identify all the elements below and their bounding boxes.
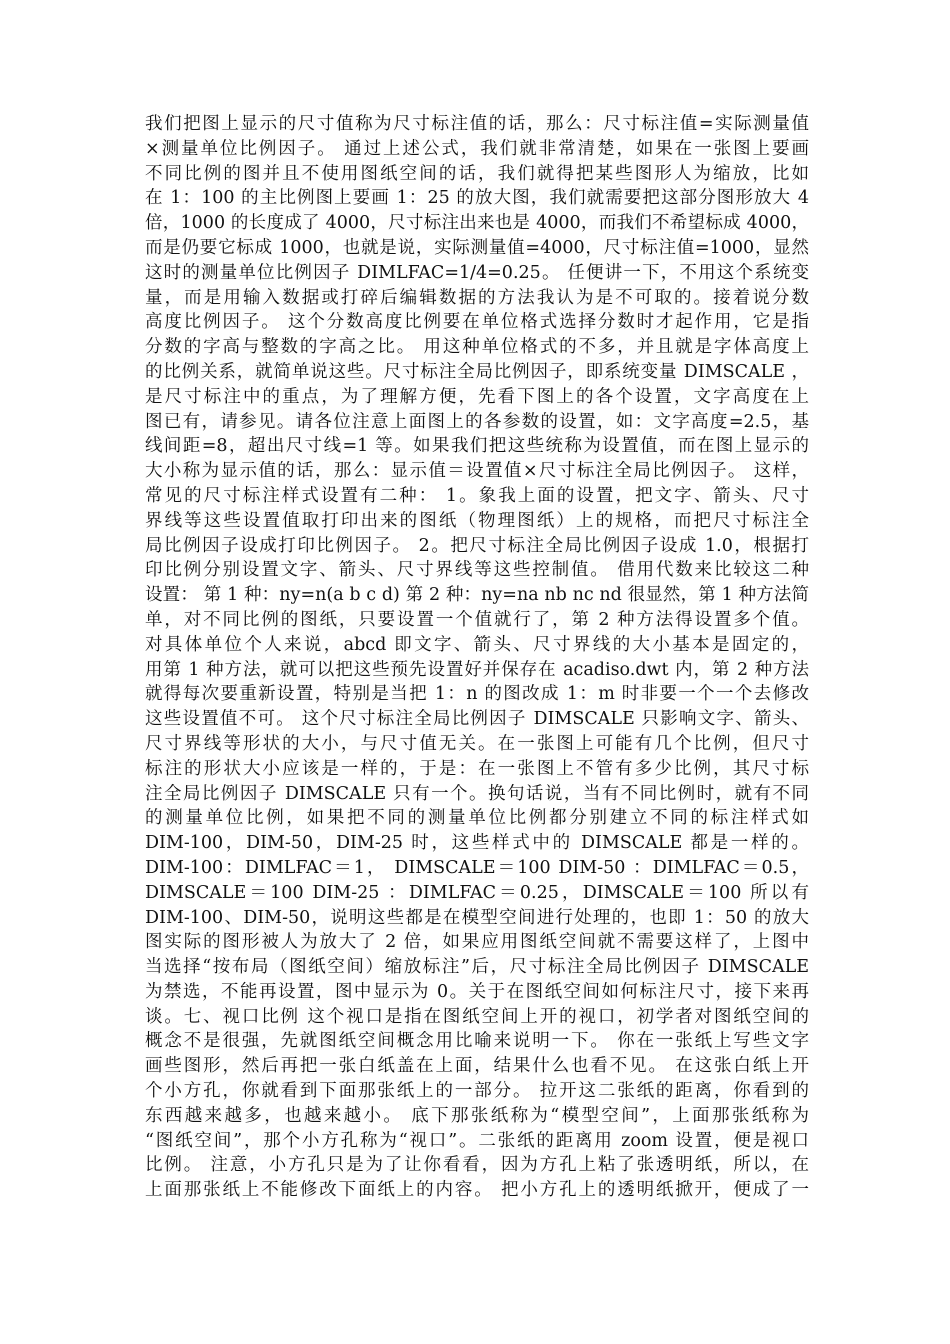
text-line: 概念不是很强，先就图纸空间概念用比喻来说明一下。 你在一张纸上写些文字 xyxy=(145,1031,809,1052)
text-line: 这时的测量单位比例因子 DIMLFAC=1/4=0.25。 任便讲一下，不用这个系统变 xyxy=(145,262,809,283)
text-line: 在 1：100 的主比例图上要画 1：25 的放大图，我们就需要把这部分图形放大 4 xyxy=(145,188,809,209)
text-line: 是尺寸标注中的重点，为了理解方便，先看下图上的各个设置，文字高度在上 xyxy=(145,386,809,407)
text-line: 而是仍要它标成 1000，也就是说，实际测量值=4000，尺寸标注值=1000，显然 xyxy=(145,237,809,258)
text-line: 注全局比例因子 DIMSCALE 只有一个。换句话说，当有不同比例时，就有不同 xyxy=(145,783,809,804)
text-line: 当选择“按布局（图纸空间）缩放标注”后，尺寸标注全局比例因子 DIMSCALE xyxy=(145,957,809,978)
document-body xyxy=(145,112,809,1203)
text-line: 印比例分别设置文字、箭头、尺寸界线等这些控制值。 借用代数来比较这二种 xyxy=(145,560,809,581)
text-line: 为禁选，不能再设置，图中显示为 0。关于在图纸空间如何标注尺寸，接下来再 xyxy=(145,981,809,1002)
text-line: DIM-100，DIM-50，DIM-25 时，这些样式中的 DIMSCALE 都是一样的。 xyxy=(145,833,809,854)
text-line: 比例。 注意，小方孔只是为了让你看看，因为方孔上粘了张透明纸，所以，在 xyxy=(145,1155,809,1176)
text-line: 尺寸界线等形状的大小，与尺寸值无关。在一张图上可能有几个比例，但尺寸 xyxy=(145,733,809,754)
text-line: “图纸空间”，那个小方孔称为“视口”。二张纸的距离用 zoom 设置，便是视口 xyxy=(145,1130,809,1151)
text-line: 设置： 第 1 种：ny=n(a b c d) 第 2 种：ny=na nb nc nd 很显然，第 1 种方法简 xyxy=(145,585,809,606)
text-line: 不同比例的图并且不使用图纸空间的话，我们就得把某些图形人为缩放，比如 xyxy=(145,163,809,184)
text-line: 上面那张纸上不能修改下面纸上的内容。 把小方孔上的透明纸掀开，便成了一 xyxy=(145,1180,809,1201)
text-line: DIMSCALE＝100 DIM-25 ：DIMLFAC＝0.25，DIMSCALE＝100 所以有 xyxy=(145,882,809,903)
text-line: 界线等这些设置值取打印出来的图纸（物理图纸）上的规格，而把尺寸标注全 xyxy=(145,510,809,531)
text-line: 量，而是用输入数据或打碎后编辑数据的方法我认为是不可取的。接着说分数 xyxy=(145,287,809,308)
text-line: 这些设置值不可。 这个尺寸标注全局比例因子 DIMSCALE 只影响文字、箭头、 xyxy=(145,709,809,730)
text-line: 谈。七、视口比例 这个视口是指在图纸空间上开的视口，初学者对图纸空间的 xyxy=(145,1006,809,1027)
text-line: 常见的尺寸标注样式设置有二种： 1。象我上面的设置，把文字、箭头、尺寸 xyxy=(145,485,809,506)
text-line: 图实际的图形被人为放大了 2 倍，如果应用图纸空间就不需要这样了，上图中 xyxy=(145,932,809,953)
text-line: 分数的字高与整数的字高之比。 用这种单位格式的不多，并且就是字体高度上 xyxy=(145,337,809,358)
text-line: 就得每次要重新设置，特别是当把 1：n 的图改成 1：m 时非要一个一个去修改 xyxy=(145,684,809,705)
text-line: 图已有，请参见。请各位注意上面图上的各参数的设置，如：文字高度=2.5，基 xyxy=(145,411,809,432)
text-line: 的测量单位比例，如果把不同的测量单位比例都分别建立不同的标注样式如 xyxy=(145,808,809,829)
text-line: DIM-100：DIMLFAC＝1， DIMSCALE＝100 DIM-50 ：DIMLFAC＝0.5， xyxy=(145,857,809,878)
text-line: 画些图形，然后再把一张白纸盖在上面，结果什么也看不见。 在这张白纸上开 xyxy=(145,1056,809,1077)
text-line: 的比例关系，就简单说这些。尺寸标注全局比例因子，即系统变量 DIMSCALE ， xyxy=(145,361,809,382)
text-line: 个小方孔，你就看到下面那张纸上的一部分。 拉开这二张纸的距离，你看到的 xyxy=(145,1081,809,1102)
text-line: 高度比例因子。 这个分数高度比例要在单位格式选择分数时才起作用，它是指 xyxy=(145,312,809,333)
text-line: 对具体单位个人来说，abcd 即文字、箭头、尺寸界线的大小基本是固定的， xyxy=(145,634,809,655)
text-line: 东西越来越多，也越来越小。 底下那张纸称为“模型空间”，上面那张纸称为 xyxy=(145,1105,809,1126)
text-line: 我们把图上显示的尺寸值称为尺寸标注值的话，那么：尺寸标注值=实际测量值 xyxy=(145,114,809,134)
text-line: 倍，1000 的长度成了 4000，尺寸标注出来也是 4000，而我们不希望标成 4000， xyxy=(145,213,809,234)
text-line: DIM-100、DIM-50，说明这些都是在模型空间进行处理的，也即 1：50 的放大 xyxy=(145,907,809,928)
text-line: 单，对不同比例的图纸，只要设置一个值就行了，第 2 种方法得设置多个值。 xyxy=(145,609,809,630)
text-line: 线间距=8，超出尺寸线=1 等。如果我们把这些统称为设置值，而在图上显示的 xyxy=(145,436,809,457)
text-line: 大小称为显示值的话，那么：显示值＝设置值×尺寸标注全局比例因子。 这样， xyxy=(145,461,809,482)
text-line: 局比例因子设成打印比例因子。 2。把尺寸标注全局比例因子设成 1.0，根据打 xyxy=(145,535,809,556)
text-line: ×测量单位比例因子。 通过上述公式，我们就非常清楚，如果在一张图上要画 xyxy=(145,138,809,159)
text-line: 用第 1 种方法，就可以把这些预先设置好并保存在 acadiso.dwt 内，第 2 种方法 xyxy=(145,659,809,680)
text-line: 标注的形状大小应该是一样的，于是：在一张图上不管有多少比例，其尺寸标 xyxy=(145,758,809,779)
